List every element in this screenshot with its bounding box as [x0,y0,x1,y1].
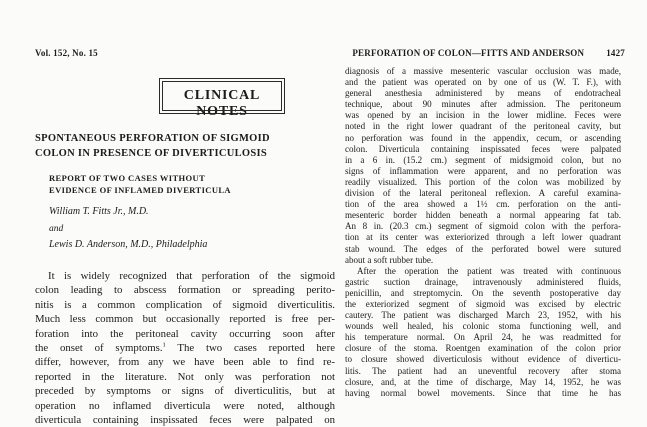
article-title-line: COLON IN PRESENCE OF DIVERTICULOSIS [35,148,268,159]
article-title [35,131,335,161]
body-line: differ, however, from any we have been able to find re- [35,356,335,369]
body-line: diverticula containing inspissated feces were palpated on [35,414,335,427]
body-line: nitis is a common complication of sigmoid diverticulitis. [35,298,335,311]
article-subtitle [49,172,329,196]
body-line-segment: The two cases reported here [165,342,335,355]
body-line: no perforation was found in the appendix, cecum, or ascending [345,132,621,143]
running-head [35,48,625,62]
body-line: readily visualized. This portion of the colon was mobilized by [345,176,621,187]
body-line: After the operation the patient was treated with continuous [357,265,621,276]
left-body-text [35,269,335,427]
body-line: Much less common but occasionally reported is free per- [35,313,335,326]
subtitle-line: REPORT OF TWO CASES WITHOUT [49,173,206,183]
body-line: colon leading to abscess formation or spreading perito- [35,284,335,297]
body-line: tion of the area showed a 1½ cm. perforation on the anti- [345,199,621,210]
body-line: It is widely recognized that perforation of the sigmoid [48,270,335,282]
running-title: PERFORATION OF COLON—FITTS AND ANDERSON [352,48,585,58]
body-line [35,341,335,355]
body-line-segment: the onset of symptoms. [35,342,163,355]
body-line: in a 6 in. (15.2 cm.) segment of midsigmoid colon, but no [345,154,621,165]
body-line: general anesthesia administered by means of endotracheal [345,88,621,99]
body-line: wounds well healed, his colonic stoma functioning well, and [345,321,621,332]
body-line: penicillin, and streptomycin. On the seventh postoperative day [345,287,621,298]
page-number: 1427 [606,48,625,58]
body-line: reported in the literature. Not only was perforation not [35,370,335,383]
author-2: Lewis D. Anderson, M.D., Philadelphia [49,239,208,250]
body-line: gastric suction drainage, intravenously administered fluids, [345,276,621,287]
section-title: CLINICAL NOTES [183,88,261,119]
subtitle-line: EVIDENCE OF INFLAMED DIVERTICULA [49,185,231,195]
body-line: operation no inflamed diverticula were noted, although [35,399,335,412]
footnote-ref: 1 [162,341,166,349]
body-line: to closure showed diverticulosis without evidence of diverticu- [345,354,621,365]
body-line: technique, about 90 minutes after admission. The peritoneum [345,99,621,110]
body-line: colon. Diverticula containing inspissated feces were palpated [345,143,621,154]
right-column [345,66,621,399]
body-line: tion at its center was exteriorized through a left lower quadrant [345,232,621,243]
body-line: preceded by symptoms or signs of diverticulitis, but at [35,385,335,398]
body-line: was opened by an incision in the lower midline. Feces were [345,110,621,121]
body-line: about a soft rubber tube. [345,254,434,265]
section-box [159,78,285,119]
body-line: and the patient was operated on by one of us (W. T. F.), with [345,77,621,88]
body-line: diagnosis of a massive mesenteric vascular occlusion was made, [345,66,621,76]
body-line: signs of inflammation were apparent, and no perforation was [345,165,621,176]
body-line: the exteriorized segment of sigmoid was excised by electric [345,298,621,309]
body-line: cautery. The patient was discharged March 23, 1952, with his [345,310,621,321]
body-line: foration into the peritoneal cavity occurring soon after [35,327,335,340]
body-line: An 8 in. (20.3 cm.) segment of sigmoid colon with the perfora- [345,221,621,232]
volume-issue: Vol. 152, No. 15 [35,48,98,58]
author-1: William T. Fitts Jr., M.D. [49,206,149,217]
body-line: division of the lateral peritoneal reflexion. A careful examina- [345,188,621,199]
running-title-group [352,48,625,58]
article-title-line: SPONTANEOUS PERFORATION OF SIGMOID [35,133,270,144]
body-line: noted in the right lower quadrant of the peritoneal cavity, but [345,121,621,132]
body-line: closure, and, at the time of discharge, May 14, 1952, he was [345,376,621,387]
body-line: mesenteric border hidden beneath a normal appearing fat tab. [345,210,621,221]
body-line: litis. The patient had an uneventful recovery after stoma [345,365,621,376]
body-line: stab wound. The edges of the perforated bowel were sutured [345,243,621,254]
author-conjunction: and [49,224,64,234]
body-line: closure of the stoma. Roentgen examination of the colon prior [345,343,621,354]
body-line: his temperature normal. On April 24, he was readmitted for [345,332,621,343]
body-line: having normal bowel movements. Since that time he has [345,387,621,398]
